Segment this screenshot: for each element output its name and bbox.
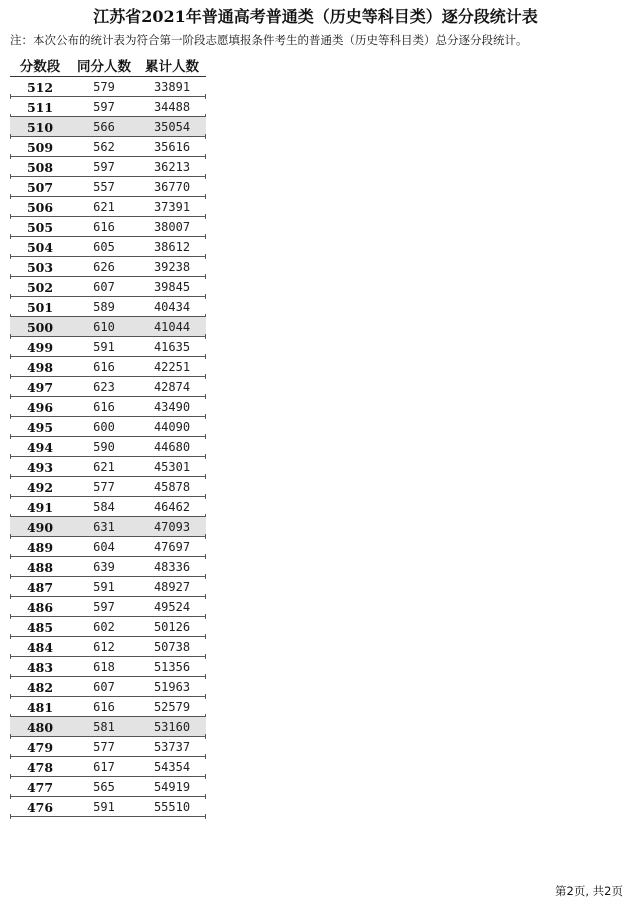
page-title: 江苏省2021年普通高考普通类（历史等科目类）逐分段统计表 [93, 7, 538, 26]
score-cell: 511 [26, 99, 54, 115]
header-score: 分数段 [19, 59, 61, 75]
table-row [10, 637, 206, 657]
same-count-cell: 591 [93, 800, 115, 814]
cumulative-count-cell: 46462 [153, 500, 191, 514]
table-row [10, 197, 206, 217]
cumulative-count-cell: 41635 [153, 340, 191, 354]
score-cell: 493 [26, 459, 54, 475]
score-cell: 488 [26, 559, 54, 575]
same-count-cell: 584 [93, 500, 115, 514]
score-cell: 487 [26, 579, 54, 595]
table-row [10, 717, 206, 737]
cumulative-count-cell: 47697 [153, 540, 191, 554]
table-row [10, 677, 206, 697]
table-row [10, 477, 206, 497]
cumulative-count-cell: 45878 [153, 480, 191, 494]
table-row [10, 397, 206, 417]
score-cell: 482 [26, 679, 54, 695]
same-count-cell: 612 [93, 640, 115, 654]
table-row [10, 497, 206, 517]
table-header [10, 54, 206, 77]
cumulative-count-cell: 35054 [153, 120, 191, 134]
same-count-cell: 566 [93, 120, 115, 134]
score-cell: 501 [26, 299, 54, 315]
table-row [10, 537, 206, 557]
page-number: 第2页, 共2页 [555, 884, 623, 898]
score-cell: 492 [26, 479, 54, 495]
same-count-cell: 602 [93, 620, 115, 634]
cumulative-count-cell: 53160 [153, 720, 191, 734]
cumulative-count-cell: 47093 [153, 520, 191, 534]
same-count-cell: 577 [93, 740, 115, 754]
cumulative-count-cell: 36770 [153, 180, 191, 194]
table-row [10, 77, 206, 97]
cumulative-count-cell: 36213 [153, 160, 191, 174]
score-cell: 486 [26, 599, 54, 615]
table-row [10, 317, 206, 337]
same-count-cell: 557 [93, 180, 115, 194]
cumulative-count-cell: 34488 [153, 100, 191, 114]
score-cell: 506 [26, 199, 54, 215]
table-row [10, 697, 206, 717]
cumulative-count-cell: 50126 [153, 620, 191, 634]
same-count-cell: 616 [93, 220, 115, 234]
score-cell: 481 [26, 699, 54, 715]
cumulative-count-cell: 44090 [153, 420, 191, 434]
score-cell: 490 [26, 519, 54, 535]
table-row [10, 557, 206, 577]
cumulative-count-cell: 52579 [153, 700, 191, 714]
table-row [10, 357, 206, 377]
score-cell: 509 [26, 139, 54, 155]
same-count-cell: 581 [93, 720, 115, 734]
table-row [10, 437, 206, 457]
same-count-cell: 562 [93, 140, 115, 154]
cumulative-count-cell: 53737 [153, 740, 191, 754]
table-row [10, 417, 206, 437]
table-row [10, 337, 206, 357]
table-row [10, 237, 206, 257]
same-count-cell: 577 [93, 480, 115, 494]
cumulative-count-cell: 39845 [153, 280, 191, 294]
same-count-cell: 597 [93, 100, 115, 114]
same-count-cell: 600 [93, 420, 115, 434]
score-cell: 503 [26, 259, 54, 275]
score-cell: 494 [26, 439, 54, 455]
cumulative-count-cell: 43490 [153, 400, 191, 414]
score-cell: 504 [26, 239, 54, 255]
same-count-cell: 604 [93, 540, 115, 554]
table-row [10, 257, 206, 277]
score-cell: 496 [26, 399, 54, 415]
header-same-count: 同分人数 [77, 59, 131, 75]
score-cell: 491 [26, 499, 54, 515]
score-table [10, 54, 206, 817]
table-body [10, 77, 206, 817]
table-row [10, 177, 206, 197]
same-count-cell: 597 [93, 160, 115, 174]
table-row [10, 457, 206, 477]
cumulative-count-cell: 38612 [153, 240, 191, 254]
table-row [10, 157, 206, 177]
same-count-cell: 565 [93, 780, 115, 794]
score-cell: 499 [26, 339, 54, 355]
cumulative-count-cell: 35616 [153, 140, 191, 154]
same-count-cell: 579 [93, 80, 115, 94]
same-count-cell: 618 [93, 660, 115, 674]
score-cell: 495 [26, 419, 54, 435]
cumulative-count-cell: 37391 [153, 200, 191, 214]
score-cell: 507 [26, 179, 54, 195]
cumulative-count-cell: 38007 [153, 220, 191, 234]
score-cell: 505 [26, 219, 54, 235]
score-cell: 512 [26, 79, 54, 95]
cumulative-count-cell: 48336 [153, 560, 191, 574]
same-count-cell: 616 [93, 360, 115, 374]
same-count-cell: 631 [93, 520, 115, 534]
table-row [10, 617, 206, 637]
table-row [10, 577, 206, 597]
score-cell: 485 [26, 619, 54, 635]
score-cell: 489 [26, 539, 54, 555]
table-note: 注：本次公布的统计表为符合第一阶段志愿填报条件考生的普通类（历史等科目类）总分逐分段统计。 [10, 33, 528, 47]
table-row [10, 737, 206, 757]
same-count-cell: 621 [93, 460, 115, 474]
score-cell: 480 [26, 719, 54, 735]
score-cell: 476 [26, 799, 54, 815]
score-cell: 483 [26, 659, 54, 675]
cumulative-count-cell: 49524 [153, 600, 191, 614]
score-cell: 508 [26, 159, 54, 175]
cumulative-count-cell: 33891 [153, 80, 191, 94]
same-count-cell: 617 [93, 760, 115, 774]
table-row [10, 657, 206, 677]
table-row [10, 297, 206, 317]
same-count-cell: 626 [93, 260, 115, 274]
table-row [10, 217, 206, 237]
score-cell: 500 [26, 319, 54, 335]
same-count-cell: 597 [93, 600, 115, 614]
same-count-cell: 639 [93, 560, 115, 574]
table-row [10, 117, 206, 137]
cumulative-count-cell: 44680 [153, 440, 191, 454]
score-cell: 478 [26, 759, 54, 775]
cumulative-count-cell: 54919 [153, 780, 191, 794]
score-cell: 497 [26, 379, 54, 395]
cumulative-count-cell: 50738 [153, 640, 191, 654]
same-count-cell: 623 [93, 380, 115, 394]
same-count-cell: 590 [93, 440, 115, 454]
score-cell: 479 [26, 739, 54, 755]
table-row [10, 797, 206, 817]
same-count-cell: 605 [93, 240, 115, 254]
score-cell: 502 [26, 279, 54, 295]
cumulative-count-cell: 42874 [153, 380, 191, 394]
same-count-cell: 591 [93, 340, 115, 354]
score-cell: 477 [26, 779, 54, 795]
score-cell: 510 [26, 119, 54, 135]
same-count-cell: 621 [93, 200, 115, 214]
same-count-cell: 616 [93, 400, 115, 414]
table-row [10, 377, 206, 397]
cumulative-count-cell: 42251 [153, 360, 191, 374]
table-row [10, 97, 206, 117]
same-count-cell: 616 [93, 700, 115, 714]
cumulative-count-cell: 41044 [153, 320, 191, 334]
row-tick [205, 814, 206, 819]
same-count-cell: 607 [93, 680, 115, 694]
cumulative-count-cell: 55510 [153, 800, 191, 814]
table-row [10, 277, 206, 297]
cumulative-count-cell: 48927 [153, 580, 191, 594]
cumulative-count-cell: 54354 [153, 760, 191, 774]
score-cell: 498 [26, 359, 54, 375]
same-count-cell: 607 [93, 280, 115, 294]
cumulative-count-cell: 51356 [153, 660, 191, 674]
cumulative-count-cell: 45301 [153, 460, 191, 474]
same-count-cell: 591 [93, 580, 115, 594]
table-row [10, 777, 206, 797]
score-cell: 484 [26, 639, 54, 655]
table-row [10, 757, 206, 777]
cumulative-count-cell: 51963 [153, 680, 191, 694]
same-count-cell: 589 [93, 300, 115, 314]
same-count-cell: 610 [93, 320, 115, 334]
table-row [10, 517, 206, 537]
table-row [10, 597, 206, 617]
cumulative-count-cell: 40434 [153, 300, 191, 314]
header-cumulative-count: 累计人数 [145, 59, 199, 75]
cumulative-count-cell: 39238 [153, 260, 191, 274]
table-row [10, 137, 206, 157]
